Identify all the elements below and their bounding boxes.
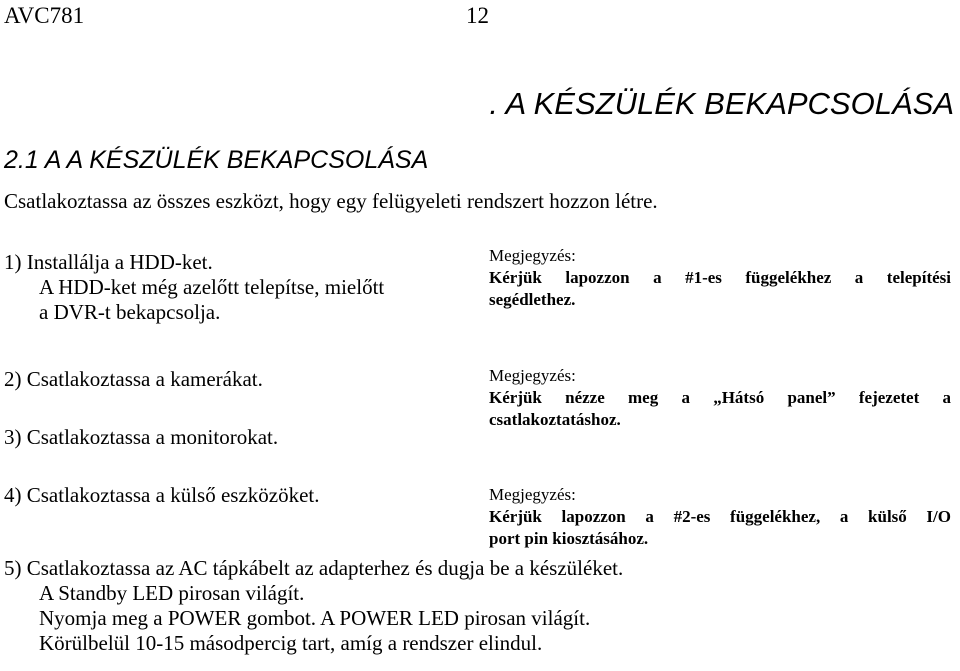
- page-number: 12: [466, 3, 489, 28]
- note-1: [489, 245, 951, 311]
- intro-paragraph: Csatlakoztassa az összes eszközt, hogy egy felügyeleti rendszert hozzon létre.: [4, 189, 658, 213]
- note-3: [489, 484, 951, 550]
- chapter-title: . A KÉSZÜLÉK BEKAPCSOLÁSA: [489, 86, 954, 121]
- step-5-line-1: 5) Csatlakoztassa az AC tápkábelt az adapterhez és dugja be a készüléket.: [4, 556, 624, 580]
- step-5-line-4: Körülbelül 10-15 másodpercig tart, amíg a rendszer elindul.: [39, 631, 543, 655]
- note-3-heading: Megjegyzés:: [489, 485, 576, 504]
- note-3-line-1: Kérjük lapozzon a #2-es függelékhez, a külső I/O: [489, 507, 951, 526]
- note-2-line-2: csatlakoztatáshoz.: [489, 410, 621, 429]
- step-1-line-2: A HDD-ket még azelőtt telepítse, mielőtt: [39, 275, 385, 299]
- note-2-heading: Megjegyzés:: [489, 366, 576, 385]
- step-3-line-1: 3) Csatlakoztassa a monitorokat.: [4, 425, 279, 449]
- step-1: [4, 250, 384, 325]
- step-3: [4, 425, 278, 450]
- note-3-line-2: port pin kiosztásához.: [489, 529, 649, 548]
- step-4-line-1: 4) Csatlakoztassa a külső eszközöket.: [4, 483, 320, 507]
- step-1-line-1: 1) Installálja a HDD-ket.: [4, 250, 213, 274]
- step-5: [4, 556, 623, 656]
- note-1-line-2: segédlethez.: [489, 290, 576, 309]
- note-2: [489, 365, 951, 431]
- document-id: AVC781: [4, 3, 85, 28]
- note-1-heading: Megjegyzés:: [489, 246, 576, 265]
- note-1-line-1: Kérjük lapozzon a #1-es függelékhez a telepítési: [489, 268, 951, 287]
- step-2-line-1: 2) Csatlakoztassa a kamerákat.: [4, 367, 263, 391]
- section-title: 2.1 A A KÉSZÜLÉK BEKAPCSOLÁSA: [4, 146, 429, 174]
- step-5-line-2: A Standby LED pirosan világít.: [39, 581, 305, 605]
- step-1-line-3: a DVR-t bekapcsolja.: [39, 300, 221, 324]
- step-2: [4, 367, 263, 392]
- step-5-line-3: Nyomja meg a POWER gombot. A POWER LED pirosan világít.: [39, 606, 591, 630]
- step-4: [4, 483, 320, 508]
- note-2-line-1: Kérjük nézze meg a „Hátsó panel” fejezetet a: [489, 388, 951, 407]
